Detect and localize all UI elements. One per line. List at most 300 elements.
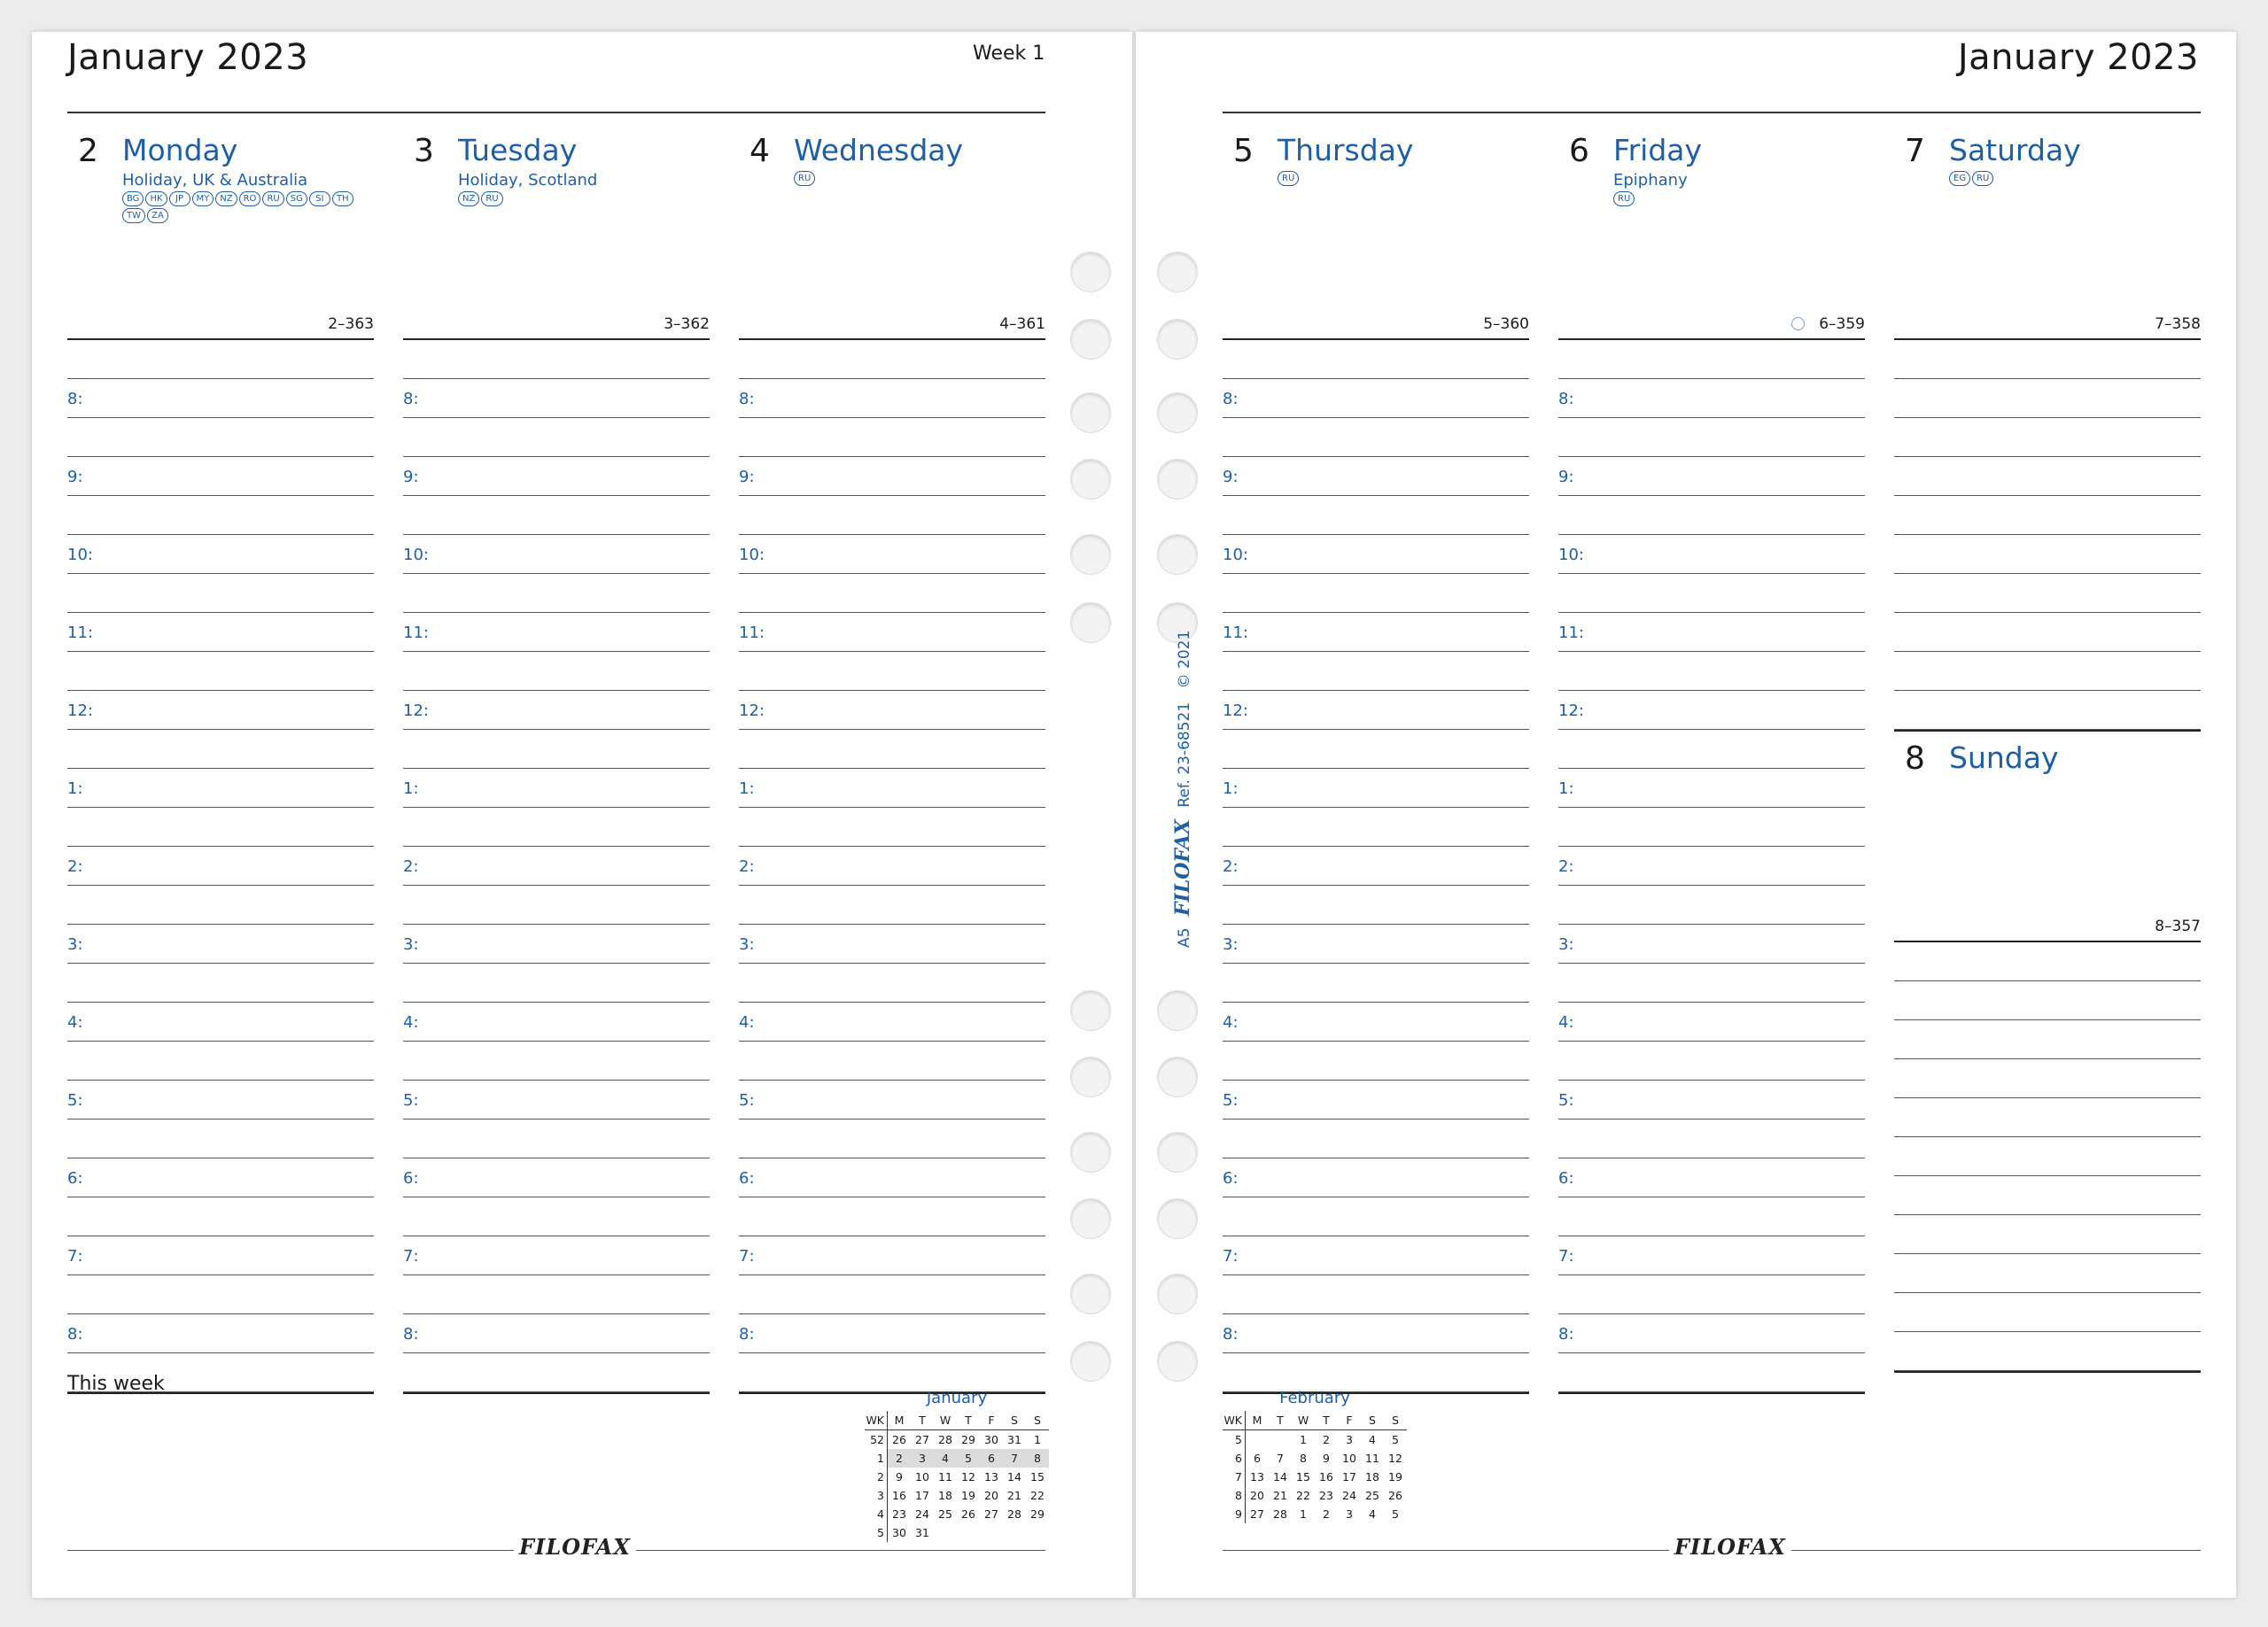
writing-line[interactable]: [1894, 652, 2201, 691]
time-slot-row[interactable]: [67, 925, 374, 964]
time-slot-row[interactable]: [403, 691, 710, 730]
writing-line[interactable]: [1223, 964, 1529, 1003]
writing-line[interactable]: [67, 1120, 374, 1158]
time-rows: [1223, 340, 1529, 1394]
writing-line[interactable]: [67, 1197, 374, 1236]
writing-line[interactable]: [403, 1120, 710, 1158]
writing-line[interactable]: [1894, 418, 2201, 457]
writing-line[interactable]: [739, 886, 1045, 925]
week-number: 1: [865, 1449, 888, 1468]
writing-line[interactable]: [403, 1042, 710, 1081]
writing-line[interactable]: [1558, 652, 1865, 691]
writing-line[interactable]: [1894, 1332, 2201, 1371]
mini-calendar-day: 3: [1346, 1507, 1353, 1521]
time-slot-row[interactable]: [1223, 1003, 1529, 1042]
time-slot-row[interactable]: [67, 379, 374, 418]
time-label: 3:: [403, 935, 419, 954]
mini-calendar-day: 12: [1388, 1452, 1402, 1465]
mini-calendar-day: 13: [984, 1470, 998, 1484]
time-label: 11:: [1223, 624, 1248, 642]
time-label: 3:: [739, 935, 755, 954]
country-badge: RU: [262, 191, 284, 206]
time-slot-row[interactable]: [403, 769, 710, 808]
time-label: 9:: [1223, 468, 1239, 486]
mini-calendar-week-row: [1223, 1430, 1407, 1450]
week-number: 52: [865, 1430, 888, 1450]
writing-line[interactable]: [403, 418, 710, 457]
time-label: 8:: [1223, 1325, 1239, 1344]
writing-line[interactable]: [1558, 1353, 1865, 1392]
writing-line[interactable]: [1558, 1275, 1865, 1314]
writing-line[interactable]: [739, 496, 1045, 535]
mini-calendar-day: 29: [1030, 1507, 1045, 1521]
time-slot-row[interactable]: [739, 1003, 1045, 1042]
time-label: 6:: [739, 1169, 755, 1188]
mini-calendar-day: 15: [1030, 1470, 1045, 1484]
writing-line[interactable]: [67, 496, 374, 535]
writing-line[interactable]: [1894, 942, 2201, 981]
ring-hole: [1157, 534, 1198, 575]
time-slot-row[interactable]: [1223, 847, 1529, 886]
writing-line[interactable]: [1223, 340, 1529, 379]
time-rows: [1558, 340, 1865, 1394]
day-bottom-rule: [403, 1392, 710, 1394]
mini-calendar-month: February: [1279, 1389, 1350, 1407]
writing-line[interactable]: [403, 1353, 710, 1392]
time-slot-row[interactable]: [403, 379, 710, 418]
time-slot-row[interactable]: [403, 1314, 710, 1353]
ring-hole: [1157, 1198, 1198, 1239]
week-number: 4: [865, 1505, 888, 1523]
time-label: 12:: [403, 701, 429, 720]
time-slot-row[interactable]: [1558, 1081, 1865, 1120]
mini-calendar-day: 14: [1007, 1470, 1021, 1484]
mini-calendar-day: 3: [911, 1449, 934, 1468]
mini-calendar-day: 2: [1323, 1507, 1330, 1521]
writing-line[interactable]: [1894, 457, 2201, 496]
writing-line[interactable]: [67, 574, 374, 613]
mini-calendar-day: 1: [1300, 1507, 1307, 1521]
writing-line[interactable]: [1894, 1176, 2201, 1215]
time-slot-row[interactable]: [67, 535, 374, 574]
day-name: Tuesday: [458, 133, 578, 167]
writing-line[interactable]: [1558, 1042, 1865, 1081]
country-badges: [794, 171, 1042, 186]
mini-calendar-day: 1: [1034, 1433, 1041, 1446]
mini-calendar-day: 16: [1319, 1470, 1333, 1484]
writing-line[interactable]: [403, 730, 710, 769]
mini-calendar-header: W: [934, 1411, 957, 1430]
mini-calendar-header: S: [1026, 1411, 1049, 1430]
writing-line[interactable]: [1223, 1042, 1529, 1081]
country-badge: TW: [122, 208, 145, 223]
writing-line[interactable]: [1558, 340, 1865, 379]
ring-hole: [1070, 1274, 1111, 1314]
writing-line[interactable]: [67, 1042, 374, 1081]
mini-calendar-grid: [1223, 1411, 1407, 1523]
writing-line[interactable]: [739, 1120, 1045, 1158]
mini-calendar-month: January: [926, 1389, 988, 1407]
time-slot-row[interactable]: [1558, 1236, 1865, 1275]
writing-line[interactable]: [1223, 886, 1529, 925]
mini-calendar-day: 20: [984, 1489, 998, 1502]
writing-line[interactable]: [1894, 340, 2201, 379]
writing-line[interactable]: [739, 574, 1045, 613]
mini-calendar-day: 21: [1007, 1489, 1021, 1502]
writing-line[interactable]: [1894, 574, 2201, 613]
time-label: 9:: [67, 468, 83, 486]
time-slot-row[interactable]: [1558, 691, 1865, 730]
time-slot-row[interactable]: [403, 847, 710, 886]
time-slot-row[interactable]: [67, 769, 374, 808]
time-label: 8:: [739, 1325, 755, 1344]
country-badge: EG: [1949, 171, 1970, 186]
time-slot-row[interactable]: [67, 847, 374, 886]
time-label: 9:: [739, 468, 755, 486]
writing-line[interactable]: [1223, 1197, 1529, 1236]
time-label: 4:: [67, 1013, 83, 1032]
time-slot-row[interactable]: [1223, 535, 1529, 574]
writing-line[interactable]: [739, 808, 1045, 847]
country-badge: RO: [239, 191, 261, 206]
writing-line[interactable]: [1894, 1137, 2201, 1176]
time-label: 8:: [403, 1325, 419, 1344]
time-rows: [739, 340, 1045, 1394]
time-slot-row[interactable]: [739, 535, 1045, 574]
country-badges: [1278, 171, 1526, 186]
writing-line[interactable]: [1223, 808, 1529, 847]
writing-line[interactable]: [1558, 1120, 1865, 1158]
time-slot-row[interactable]: [1223, 1314, 1529, 1353]
time-slot-row[interactable]: [403, 535, 710, 574]
mini-calendar-week-row: [865, 1505, 1049, 1523]
time-slot-row[interactable]: [1223, 769, 1529, 808]
time-slot-row[interactable]: [1223, 1081, 1529, 1120]
time-slot-row[interactable]: [1558, 535, 1865, 574]
mini-calendar-day: 15: [1296, 1470, 1310, 1484]
writing-line[interactable]: [67, 730, 374, 769]
day-name: Sunday: [1949, 740, 2059, 775]
writing-line[interactable]: [1223, 418, 1529, 457]
time-slot-row[interactable]: [1558, 925, 1865, 964]
time-rows: [1894, 941, 2201, 1373]
writing-line[interactable]: [403, 808, 710, 847]
time-slot-row[interactable]: [1558, 1158, 1865, 1197]
time-label: 8:: [403, 390, 419, 408]
writing-line[interactable]: [739, 1275, 1045, 1314]
country-badge: RU: [794, 171, 815, 186]
writing-line[interactable]: [739, 418, 1045, 457]
time-label: 4:: [403, 1013, 419, 1032]
time-slot-row[interactable]: [1223, 691, 1529, 730]
time-label: 3:: [1558, 935, 1574, 954]
writing-line[interactable]: [67, 340, 374, 379]
mini-calendar-day: 20: [1250, 1489, 1264, 1502]
time-slot-row[interactable]: [739, 613, 1045, 652]
right-footer-logo: FILOFAX: [1669, 1534, 1791, 1560]
time-label: 10:: [1558, 546, 1584, 564]
day-column-monday: [67, 128, 374, 1367]
time-slot-row[interactable]: [739, 1314, 1045, 1353]
writing-line[interactable]: [1558, 418, 1865, 457]
mini-calendar-day: 6: [980, 1449, 1003, 1468]
writing-line[interactable]: [67, 964, 374, 1003]
mini-calendar-day: 30: [892, 1526, 906, 1539]
writing-line[interactable]: [1223, 1275, 1529, 1314]
time-slot-row[interactable]: [739, 925, 1045, 964]
writing-line[interactable]: [739, 730, 1045, 769]
writing-line[interactable]: [739, 964, 1045, 1003]
sunday-bottom-rule: [1894, 1371, 2201, 1373]
time-slot-row[interactable]: [403, 1158, 710, 1197]
mini-calendar-header-row: [865, 1411, 1049, 1430]
time-slot-row[interactable]: [739, 457, 1045, 496]
day-number: 3: [414, 133, 434, 169]
mini-calendar-day: 7: [1003, 1449, 1026, 1468]
writing-line[interactable]: [67, 886, 374, 925]
writing-line[interactable]: [739, 1042, 1045, 1081]
time-label: 8:: [1223, 390, 1239, 408]
country-badge: SG: [286, 191, 307, 206]
time-label: 8:: [67, 1325, 83, 1344]
day-number: 7: [1905, 133, 1925, 169]
mini-calendar-header: S: [1003, 1411, 1026, 1430]
time-label: 12:: [1558, 701, 1584, 720]
time-slot-row[interactable]: [1558, 1314, 1865, 1353]
mini-calendar-week-row: [1223, 1505, 1407, 1523]
time-label: 5:: [67, 1091, 83, 1110]
writing-line[interactable]: [403, 886, 710, 925]
time-slot-row[interactable]: [67, 1003, 374, 1042]
mini-calendar-day: 7: [1277, 1452, 1284, 1465]
country-badge: RU: [481, 191, 502, 206]
day-counter: 4–361: [999, 315, 1045, 333]
writing-line[interactable]: [1894, 1059, 2201, 1098]
ring-hole: [1070, 1198, 1111, 1239]
writing-line[interactable]: [739, 1197, 1045, 1236]
mini-calendar-day: 26: [892, 1433, 906, 1446]
time-slot-row[interactable]: [67, 1314, 374, 1353]
ring-hole: [1070, 392, 1111, 433]
writing-line[interactable]: [1558, 886, 1865, 925]
mini-calendar-day: [980, 1523, 1003, 1542]
time-slot-row[interactable]: [1558, 1003, 1865, 1042]
time-slot-row[interactable]: [67, 1158, 374, 1197]
day-column-tuesday: [403, 128, 710, 1367]
time-label: 5:: [403, 1091, 419, 1110]
day-number: 8: [1905, 740, 1925, 777]
writing-line[interactable]: [1894, 691, 2201, 730]
time-slot-row[interactable]: [1558, 457, 1865, 496]
time-label: 11:: [1558, 624, 1584, 642]
writing-line[interactable]: [403, 574, 710, 613]
mini-calendar-january: [865, 1389, 1049, 1542]
writing-line[interactable]: [1558, 496, 1865, 535]
writing-line[interactable]: [1223, 1120, 1529, 1158]
writing-line[interactable]: [1223, 730, 1529, 769]
writing-line[interactable]: [1894, 613, 2201, 652]
country-badge: SI: [309, 191, 330, 206]
mini-calendar-day: [1026, 1523, 1049, 1542]
country-badge: ZA: [147, 208, 168, 223]
mini-calendar-day: 18: [1365, 1470, 1379, 1484]
mini-calendar-day: 28: [1007, 1507, 1021, 1521]
mini-calendar-header: T: [1315, 1411, 1338, 1430]
mini-calendar-day: 16: [892, 1489, 906, 1502]
writing-line[interactable]: [1558, 730, 1865, 769]
time-slot-row[interactable]: [739, 847, 1045, 886]
writing-line[interactable]: [1223, 652, 1529, 691]
time-slot-row[interactable]: [739, 769, 1045, 808]
country-badges: [458, 191, 706, 206]
time-label: 2:: [67, 857, 83, 876]
time-slot-row[interactable]: [403, 457, 710, 496]
time-slot-row[interactable]: [67, 1236, 374, 1275]
mini-calendar-day: [1003, 1523, 1026, 1542]
writing-line[interactable]: [1558, 808, 1865, 847]
day-counter: 6–359: [1819, 315, 1865, 333]
country-badge: TH: [332, 191, 353, 206]
writing-line[interactable]: [1894, 1293, 2201, 1332]
time-slot-row[interactable]: [1223, 1236, 1529, 1275]
time-label: 9:: [403, 468, 419, 486]
time-slot-row[interactable]: [67, 613, 374, 652]
time-slot-row[interactable]: [739, 1158, 1045, 1197]
writing-line[interactable]: [739, 1353, 1045, 1392]
mini-calendar-day: 12: [961, 1470, 975, 1484]
mini-calendar-day: 27: [915, 1433, 929, 1446]
mini-calendar-header: WK: [1223, 1411, 1246, 1430]
time-label: 6:: [1558, 1169, 1574, 1188]
time-label: 2:: [739, 857, 755, 876]
time-label: 5:: [1558, 1091, 1574, 1110]
time-slot-row[interactable]: [403, 613, 710, 652]
time-slot-row[interactable]: [739, 691, 1045, 730]
writing-line[interactable]: [403, 1197, 710, 1236]
mini-calendar-day: 27: [984, 1507, 998, 1521]
time-slot-row[interactable]: [739, 379, 1045, 418]
side-ref-copyright: © 2021: [1176, 630, 1193, 689]
writing-line[interactable]: [1894, 496, 2201, 535]
left-page-title: January 2023: [67, 37, 309, 78]
writing-line[interactable]: [403, 496, 710, 535]
time-slot-row[interactable]: [67, 1081, 374, 1120]
day-name: Friday: [1613, 133, 1703, 167]
mini-calendar-day: 11: [1365, 1452, 1379, 1465]
mini-calendar-day: 2: [1323, 1433, 1330, 1446]
ring-hole: [1157, 1341, 1198, 1382]
country-badge: NZ: [215, 191, 237, 206]
time-label: 12:: [67, 701, 93, 720]
time-label: 1:: [1223, 779, 1239, 798]
writing-line[interactable]: [67, 418, 374, 457]
time-label: 5:: [1223, 1091, 1239, 1110]
time-slot-row[interactable]: [1558, 847, 1865, 886]
mini-calendar-day: [1269, 1430, 1292, 1450]
day-column-saturday: [1894, 128, 2201, 1367]
mini-calendar-week-row: [1223, 1486, 1407, 1505]
time-label: 10:: [1223, 546, 1248, 564]
writing-line[interactable]: [1894, 1020, 2201, 1059]
day-counter: 8–357: [2155, 918, 2201, 935]
time-slot-row[interactable]: [739, 1236, 1045, 1275]
writing-line[interactable]: [1894, 1098, 2201, 1137]
day-counter: 7–358: [2155, 315, 2201, 333]
time-slot-row[interactable]: [1223, 925, 1529, 964]
time-slot-row[interactable]: [403, 1236, 710, 1275]
mini-calendar-day: 18: [938, 1489, 952, 1502]
country-badges: [1613, 191, 1861, 206]
writing-line[interactable]: [1894, 535, 2201, 574]
right-page-title: January 2023: [1957, 37, 2199, 78]
writing-line[interactable]: [1558, 574, 1865, 613]
writing-line[interactable]: [739, 652, 1045, 691]
time-label: 12:: [1223, 701, 1248, 720]
time-slot-row[interactable]: [1223, 379, 1529, 418]
time-slot-row[interactable]: [403, 1081, 710, 1120]
mini-calendar-day: 24: [1342, 1489, 1356, 1502]
writing-line[interactable]: [1223, 496, 1529, 535]
day-number: 4: [750, 133, 770, 169]
writing-line[interactable]: [403, 964, 710, 1003]
writing-line[interactable]: [1894, 1215, 2201, 1254]
writing-line[interactable]: [403, 652, 710, 691]
time-slot-row[interactable]: [1558, 769, 1865, 808]
time-slot-row[interactable]: [1223, 457, 1529, 496]
mini-calendar-week-row: [865, 1449, 1049, 1468]
time-slot-row[interactable]: [1223, 1158, 1529, 1197]
writing-line[interactable]: [67, 652, 374, 691]
time-label: 10:: [67, 546, 93, 564]
mini-calendar-week-row: [865, 1486, 1049, 1505]
writing-line[interactable]: [1223, 1353, 1529, 1392]
writing-line[interactable]: [403, 340, 710, 379]
writing-line[interactable]: [1894, 379, 2201, 418]
time-label: 3:: [1223, 935, 1239, 954]
writing-line[interactable]: [1223, 574, 1529, 613]
mini-calendar-header-row: [1223, 1411, 1407, 1430]
side-ref-code: Ref. 23-68521: [1176, 701, 1193, 808]
writing-line[interactable]: [1558, 964, 1865, 1003]
time-label: 4:: [1558, 1013, 1574, 1032]
time-slot-row[interactable]: [67, 691, 374, 730]
week-number: 8: [1223, 1486, 1246, 1505]
writing-line[interactable]: [67, 1275, 374, 1314]
time-slot-row[interactable]: [1558, 613, 1865, 652]
time-slot-row[interactable]: [403, 1003, 710, 1042]
holiday-note: Holiday, Scotland: [458, 171, 598, 190]
mini-calendar-day: 22: [1030, 1489, 1045, 1502]
mini-calendar-day: 6: [1254, 1452, 1261, 1465]
time-slot-row[interactable]: [1558, 379, 1865, 418]
ring-hole: [1070, 1132, 1111, 1173]
this-week-label: This week: [67, 1373, 165, 1395]
writing-line[interactable]: [739, 340, 1045, 379]
time-slot-row[interactable]: [403, 925, 710, 964]
time-slot-row[interactable]: [739, 1081, 1045, 1120]
writing-line[interactable]: [403, 1275, 710, 1314]
writing-line[interactable]: [1558, 1197, 1865, 1236]
ring-hole: [1070, 602, 1111, 643]
writing-line[interactable]: [1894, 1254, 2201, 1293]
writing-line[interactable]: [67, 808, 374, 847]
time-label: 1:: [739, 779, 755, 798]
mini-calendar-week-row: [865, 1523, 1049, 1542]
time-slot-row[interactable]: [67, 457, 374, 496]
writing-line[interactable]: [1894, 981, 2201, 1020]
ring-hole: [1157, 459, 1198, 500]
time-slot-row[interactable]: [1223, 613, 1529, 652]
